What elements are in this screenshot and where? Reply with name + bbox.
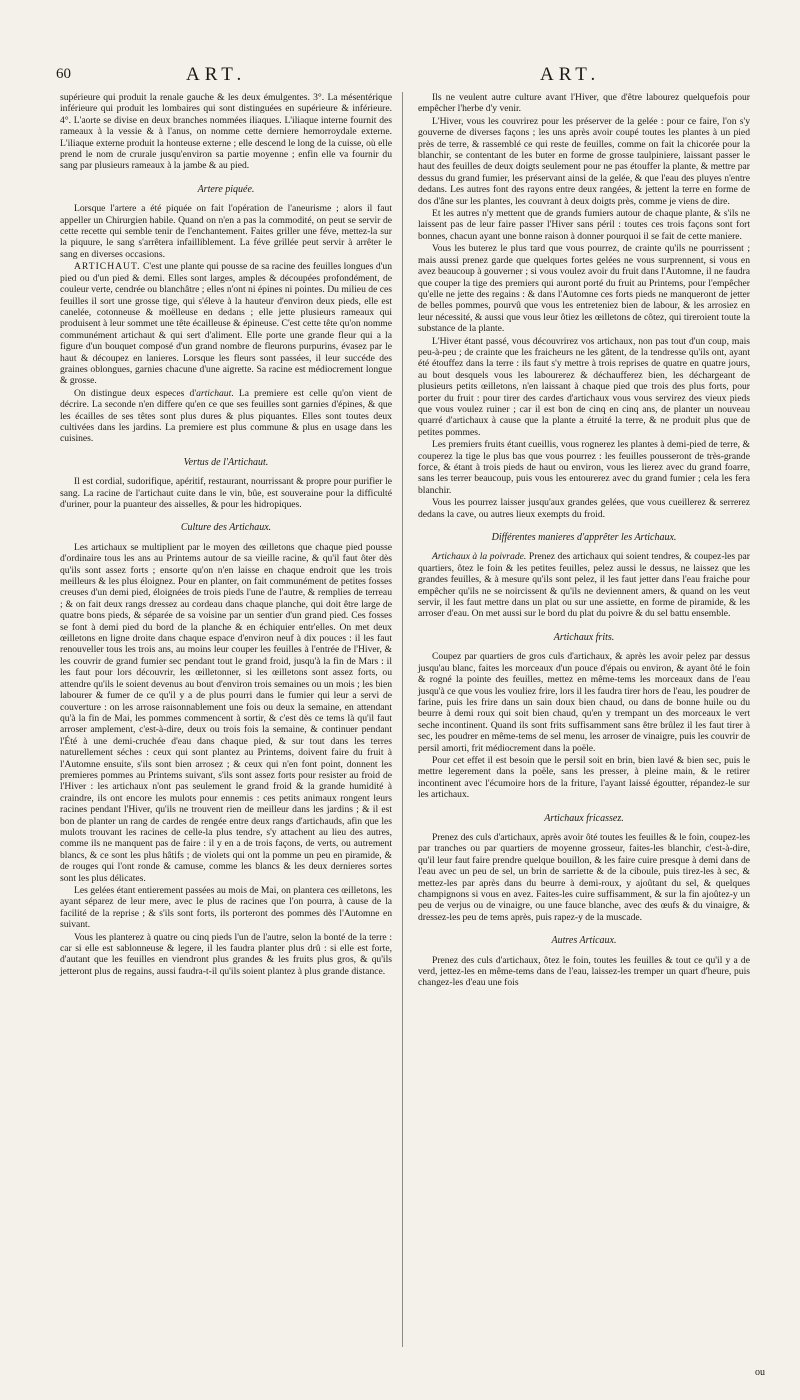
paragraph-artichaut-species [60, 388, 392, 445]
running-title-right: ART. [540, 64, 601, 85]
section-title-frits: Artichaux frits. [553, 631, 615, 643]
paragraph-couvrir: L'Hiver, vous les couvrirez pour les préserver de la gelée : pour ce faire, l'on s'y gouverne de diverses façons ; les uns après avoir coupé toutes les plantes à un pied près de terre, & rassemblé ce qui reste de feuilles, comme on fait la chicorée pour la blanchir, se contentant de les buter en forme de grosse taulpiniere, laissant passer le haut des feuilles de deux doigts seulement pour ne pas étouffer la plante, & mettre par dessus du grand fumier, les préservant ainsi de la gelée, & que l'eau des pluyes n'entre dedans. Les autres font des rayons entre deux rangées, & jettent la terre en forme de dos d'âne sur les plantes, les couvrant à deux doigts près, comme je viens de dire. [418, 115, 750, 207]
paragraph-artichaut-entry [60, 261, 392, 386]
species-italic-term: artichaut [196, 387, 232, 399]
paragraph-fumiers: Et les autres n'y mettent que de grands fumiers autour de chaque plante, & s'ils ne laissent pas de leur faire passer l'Hiver sans péril : toutes ces trois façons sont fort bonnes, chacun ayant une bonne raison à donner pourquoi il se fait de cette maniere. [418, 208, 750, 242]
paragraph-autres: Prenez des culs d'artichaux, ôtez le foin, toutes les feuilles & tout ce qu'il y a de verd, jettez-les en même-tems dans de l'eau, laissez-les tremper un quart d'heure, puis changez-les d'eau une fois [418, 954, 750, 989]
section-title-manieres: Différentes manieres d'apprêter les Artichaux. [491, 532, 677, 544]
section-title-artere-piquee: Artere piquée. [197, 183, 255, 195]
running-title-left: ART. [186, 64, 247, 85]
paragraph-aorta-continued: supérieure qui produit la renale gauche & les deux émulgentes. 3°. La mésentérique inférieure qui produit les lombaires qui sont distinguées en supérieure & inférieure. 4°. L'aorte se divise en deux branches nommées iliaques. L'iliaque interne fournit des rameaux à la vessie & à l'anus, on nomme cette derniere hemorroydale externe. L'iliaque externe produit la honteuse externe ; elle descend le long de la cuisse, où elle prend le nom de crurale jusqu'environ sa partie moyenne ; enfin elle va fournir du sang par plusieurs rameaux à la jambe & au pied. [60, 92, 392, 172]
left-column [60, 92, 392, 978]
paragraph-gelees: Les gelées étant entierement passées au mois de Mai, on plantera ces œilletons, les ayant séparez de leur mere, avec le plus de racines que l'on pourra, à cause de la facilité de la reprise ; & s'ils sont forts, ils porteront des pommes dès l'Automne en suivant. [60, 885, 392, 931]
section-title-vertus: Vertus de l'Artichaut. [183, 456, 269, 468]
section-title-fricasses: Artichaux fricassez. [544, 812, 624, 824]
paragraph-grandes-gelees: Vous les pourrez laisser jusqu'aux grandes gelées, que vous cueillerez & serrerez dedans la cave, ou autres lieux exempts du froid. [418, 497, 750, 520]
right-column [418, 92, 750, 990]
paragraph-planting-distance: Vous les planterez à quatre ou cinq pieds l'un de l'autre, selon la bonté de la terre : car si elle est sablonneuse & legere, il les faudra planter plus drû : si elle est forte, d'autant que les feuilles en viendront plus grandes & les fruits plus gros, & qu'ils jetteront plus de regains, aussi faudra-t-il qu'ils soient plantez à plus grande distance. [60, 931, 392, 977]
section-title-autres: Autres Articaux. [551, 935, 617, 947]
poivrade-text: Prenez des artichaux qui soient tendres, & coupez-les par quartiers, ôtez le foin & les petites feuilles, pelez aussi le dessus, ne laissez que les grandes feuilles, & à mesure qu'ils sont pelez, il les faut jetter dans l'eau fraiche pour empêcher qu'ils ne se noircissent & qu'ils ne deviennent amers, & quand on les veut servir, il les faut mettre dans un plat ou sur une assiette, en forme de piramide, & les arroser d'eau. On met aussi sur le bord du plat du poivre & du sel battu ensemble. [418, 551, 750, 620]
headword-artichaut: ARTICHAUT. [74, 261, 141, 273]
paragraph-culture-hiver: Ils ne veulent autre culture avant l'Hiver, que d'être labourez quelquefois pour empêcher l'herbe d'y venir. [418, 92, 750, 115]
species-text-end: . La premiere est celle qu'on vient de décrire. La seconde n'en differe qu'en ce que ses feuilles sont garnies d'épines, & que les écailles de ses têtes sont plus dures & plus piquantes. Elles sont toutes deux cultivées dans les jardins. La premiere est plus commune & plus en usage dans les cuisines. [60, 387, 393, 445]
paragraph-culture: Les artichaux se multiplient par le moyen des œilletons que chaque pied pousse d'ordinaire tous les ans au Printems autour de sa vieille racine, & qu'il faut ôter dès qu'ils sont assez forts ; ensorte qu'on n'en laisse en chaque endroit que les trois meilleurs & les plus éloignez. Pour en planter, on fait communément de petites fosses creuses d'un demi pied, éloignées de trois pieds l'une de l'autre, & remplies de terreau ; & on fait deux rangs dressez au cordeau dans chaque planche, qui doit être large de quatre bons pieds, & séparée de sa voisine par un sentier d'un grand pied. Ces fosses se font à demi pied du bord de la planche & en échiquier entr'elles. On met deux œilletons en ligne droite dans chaque espace d'environ neuf à dix pouces : il les faut renouveller tous les trois ans, au moins leur couper les feuilles à l'entrée de l'Hiver, & les couvrir de grand fumier sec pendant tout le grand froid, jusqu'à la fin de Mars : il les faut pour lors découvrir, les œilletonner, si les œilletons sont assez forts, ou attendre qu'ils le soient devenus au bout d'environ trois semaines ou un mois ; les bien labourer & fumer de ce qu'il y a de plus pourri dans le fumier qui leur a servi de couverture : on les arrose raisonnablement une fois ou deux la semaine, en attendant qu'à la fin de Mai, les pommes commencent à sortir, & c'est dès ce tems là qu'il faut arroser amplement, c'est-à-dire, deux ou trois fois la semaine, & continuer pendant l'Été à une demi-cruchée d'eau dans chaque pied, & sur tout dans les terres naturellement séches : ceux qui sont plantez au Printems, doivent faire du fruit à l'Automne ensuite, s'ils sont bien arrosez ; & ceux qui n'en font point, donnent les premieres pommes au Printems suivant, s'ils sont assez forts pour resister au froid de l'Hiver : les artichaux n'ont pas seulement le grand froid & la grande humidité à craindre, ils ont encore les mulots pour ennemis : ces petits animaux rongent leurs racines pendant l'Hiver, qu'ils ne trouvent rien de meilleur dans les jardins ; & il est bon de planter un rang de cardes de rengée entre deux rangs d'artichauds, afin que les mulots trouvant les racines de celle-la plus tendre, s'y attachent au lieu des autres, comme ils ne manquent pas de faire : il y en a de trois façons, de verts, ou autrement blancs, & ce sont les plus hâtifs ; de violets qui ont la pomme un peu en piramide, & de rouges qui l'ont ronde & camuse, comme les blancs & les deux dernieres sortes sont les plus délicates. [60, 541, 392, 884]
run-in-poivrade: Artichaux à la poivrade. [432, 551, 527, 563]
paragraph-fricasses: Prenez des culs d'artichaux, après avoir ôté toutes les feuilles & le foin, coupez-les par tranches ou par quartiers de moyenne grosseur, faites-les blanchir, c'est-à-dire, qu'il leur faut faire prendre quelque bouillon, & les faire cuire presque à demi dans de l'eau avec un peu de sel, un brin de sarriette & de la ciboule, puis tirez-les à sec, & mettez-les par après dans du beurre à demi-roux, y ajoûtant du sel, & quelques champignons si vous en avez. Faites-les cuire suffisamment, & sur la fin ajoûtez-y un peu de verjus ou de vinaigre, ou une fauce blanche, avec des œufs & du vinaigre, & dressez-les peu de tems après, puis rapez-y de la muscade. [418, 831, 750, 923]
running-head [0, 64, 800, 88]
paragraph-artere-piquee: Lorsque l'artere a été piquée on fait l'opération de l'aneurisme ; alors il faut appeller un Chirurgien habile. Quand on n'en a pas la commodité, on peut se servir de cette recette qui semble tenir de l'enchantement. Faites griller une féve, mettez-la sur la piquure, le sang s'arrêtera infailliblement. La féve grillée peut servir à arrêter le sang en diverses occasions. [60, 203, 392, 260]
artichaut-definition: C'est une plante qui pousse de sa racine des feuilles longues d'un pied ou d'un pied & demi. Elles sont larges, amples & découpées profondément, de couleur verte, cendrée ou blanchâtre ; elles n'ont ni épines ni pointes. Du milieu de ces feuilles il sort une grosse tige, qui s'éleve à la hauteur d'environ deux pieds, elle est canelée, cotonneuse & moëlleuse en dedans ; elle jette plusieurs rameaux qui produisent à leur sommet une tête écailleuse & épineuse. C'est cette tête qu'on nomme communément artichaut & qui sert d'aliment. Elle porte une grande fleur qui a la figure d'un bouquet composé d'un grand nombre de fleurons purpurins, évasez par le haut & découpez en lanieres. Lorsque les fleurs sont passées, il leur succéde des graines oblongues, garnies chacune d'une aigrette. Sa racine est médiocrement longue & grosse. [60, 261, 392, 387]
paragraph-buter: Vous les buterez le plus tard que vous pourrez, de crainte qu'ils ne pourrissent ; mais aussi prenez garde que quelques fortes gelées ne vous surprennent, si vous en avez beaucoup à gouverner ; si vous voulez avoir du fruit dans l'Automne, il ne faudra que couper la tige des premiers qui auront porté du fruit au Printems, pour l'empêcher qu'elle ne jette des regains : & dans l'Automne ces forts pieds ne manqueront de jetter de belles pommes, pourvû que vous les entreteniez bien de labour, & les arrosiez en leur nécessité, & aussi que vous leur ôtiez les œilletons de côtez, qui tireroient toute la substance de la plante. [418, 243, 750, 335]
column-divider [402, 92, 403, 1347]
paragraph-poivrade [418, 551, 750, 619]
paragraph-persil: Pour cet effet il est besoin que le persil soit en brin, bien lavé & bien sec, puis le mettre legerement dans la poële, sans les presser, à pleine main, & le retirer incontinent avec l'écumoire hors de la friture, l'ayant laissé égoutter, répandez-le sur les artichaux. [418, 754, 750, 801]
section-title-culture: Culture des Artichaux. [180, 522, 272, 534]
paragraph-vertus: Il est cordial, sudorifique, apéritif, restaurant, nourrissant & propre pour purifier le sang. La racine de l'artichaut cuite dans le vin, bûe, est souveraine pour la difficulté d'uriner, pour la puanteur des aisselles, & pour les hidropiques. [60, 476, 392, 510]
species-text-start: On distingue deux especes d' [74, 387, 197, 399]
catchword: ou [755, 1367, 765, 1378]
paragraph-hiver-passe: L'Hiver étant passé, vous découvrirez vos artichaux, non pas tout d'un coup, mais peu-à-peu ; de crainte que les fraicheurs ne les gâtent, de la tendresse qu'ils ont, ayant été étouffez dans la terre : ils faut s'y mettre à trois reprises de quatre en quatre jours, au bout desquels vous les labourerez & déchaufferez bien, les déchargeant de plusieurs petits œilletons, n'en laissant à chaque pied que trois des plus forts, pour porter du fruit : pour tirer des cardes d'artichaux vous vous servirez des vieux pieds que vous voulez ruiner ; car il est bon de cinq en cinq ans, de planter un nouveau quarré d'artichaux à cause que la plante a étruité la terre, & ne produit plus que de petites pommes. [418, 335, 750, 438]
page-number: 60 [56, 66, 71, 82]
paragraph-frits: Coupez par quartiers de gros culs d'artichaux, & après les avoir pelez par dessus jusqu'au blanc, faites les morceaux d'un pouce d'épais ou environ, & ayant ôté le foin & rogné la pointe des feuilles, mettez en même-tems les morceaux dans de l'eau jusqu'à ce que vous les vouliez frire, lors il les faudra tirer hors de l'eau, les poudrer de farine, puis les frire dans un sain doux bien chaud, ou dans de bonne huile ou du beurre à demi roux qui soit bien chaud, qu'en y trempant un des morceaux le vert seche incontinent. Quand ils sont frits suffisamment sans être brûlez il les faut tirer à sec, les poudrer en même-tems de sel menu, les arroser de vinaigre, puis les couvrir de persil amorti, frit médiocrement dans la poële. [418, 651, 750, 754]
paragraph-premiers-fruits: Les premiers fruits étant cueillis, vous rognerez les plantes à demi-pied de terre, & couperez la tige le plus bas que vous pourrez : les feuilles pousseront de très-grande force, & étant à trois pieds de haut ou environ, vous les lierez avec du grand foarre, sans les terrer beaucoup, puis vous les entourerez avec du grand fumier ; cela les fera blanchir. [418, 439, 750, 496]
